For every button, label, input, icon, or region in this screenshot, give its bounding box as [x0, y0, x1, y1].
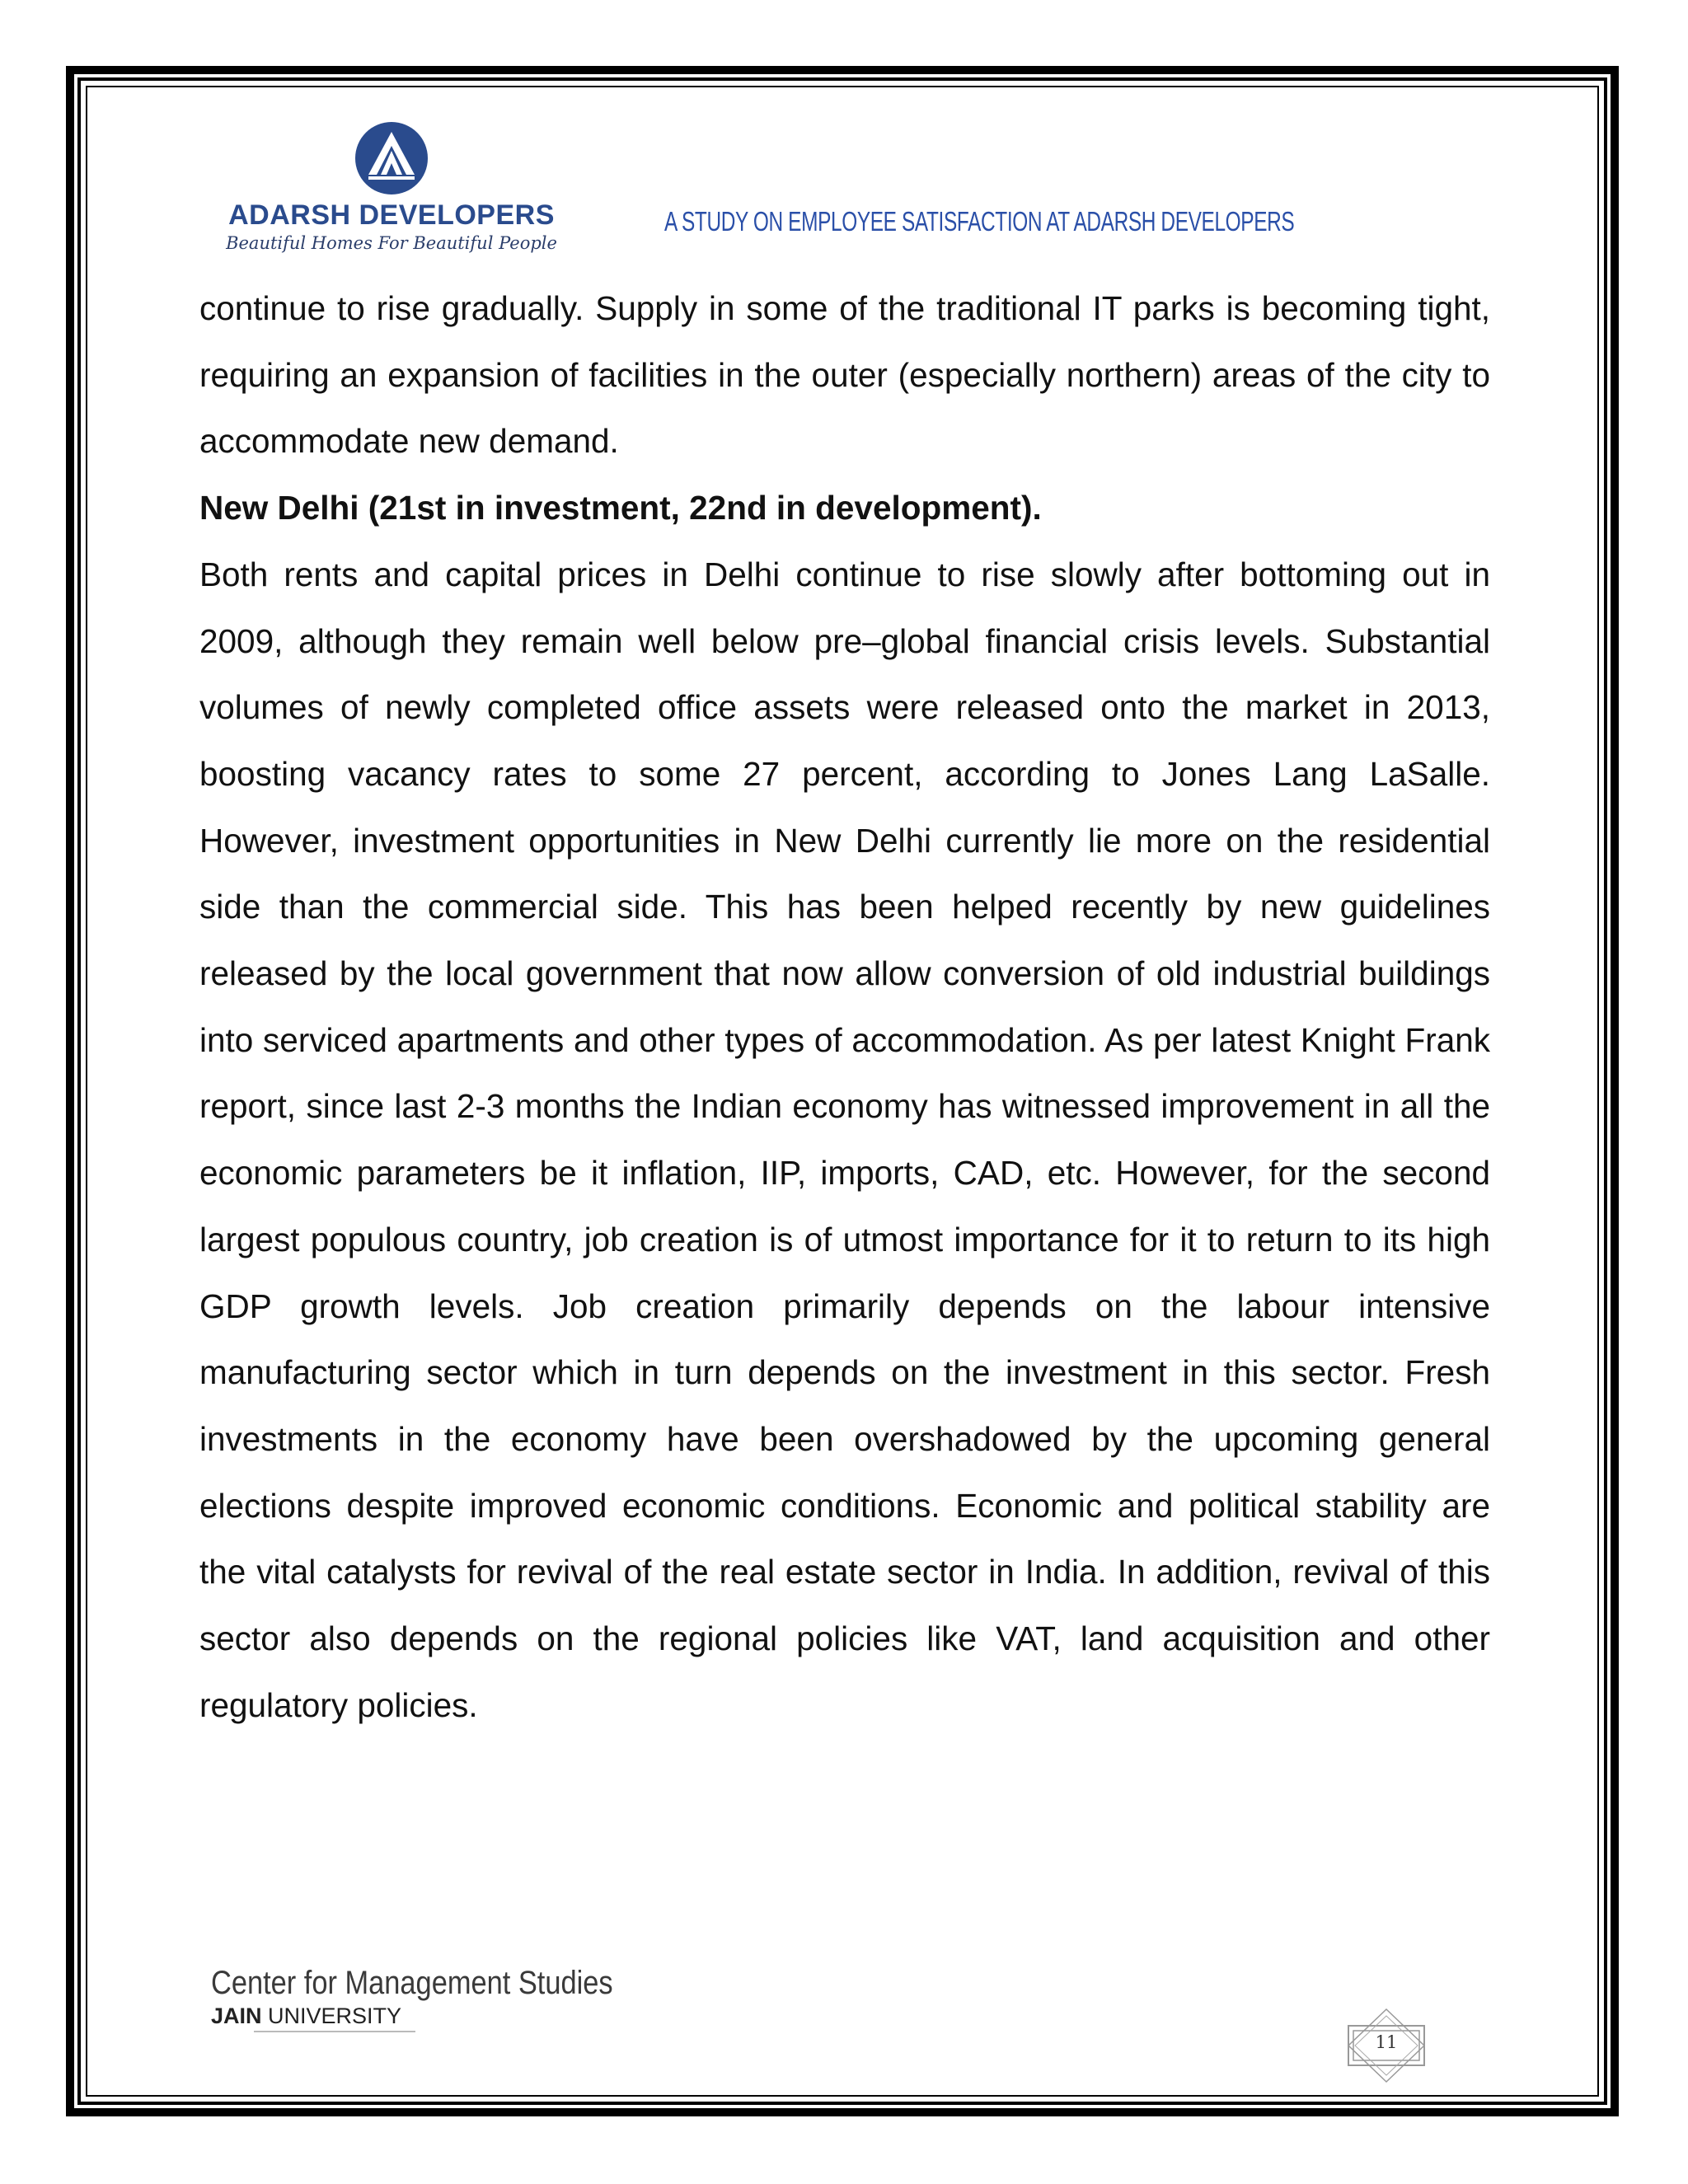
footer-institution [211, 1965, 678, 2036]
body-paragraph: continue to rise gradually. Supply in some of the traditional IT parks is becoming tight, requiring an expansion of facilities in the outer (especially northern) areas of the city to accommodate new demand. [199, 289, 1490, 461]
fineprint-decoration [254, 2029, 419, 2034]
body-paragraph: Both rents and capital prices in Delhi continue to rise slowly after bottoming out in 2009, although they remain well below pre–global financial crisis levels. Substantial volumes of newly completed office assets were released onto the market in 2013, boosting vacancy rates to some 27 percent, according to Jones Lang LaSalle. However, investment opportunities in New Delhi currently lie more on the residential side than the commercial side. This has been helped recently by new guidelines released by the local government that now allow conversion of old industrial buildings into serviced apartments and other types of accommodation. As per latest Knight Frank report, since last 2-3 months the Indian economy has witnessed improvement in all the economic parameters be it inflation, IIP, imports, CAD, etc. However, for the second largest populous country, job creation is of utmost importance for it to return to its high GDP growth levels. Job creation primarily depends on the labour intensive manufacturing sector which in turn depends on the investment in this sector. Fresh investments in the economy have been overshadowed by the upcoming general elections despite improved economic conditions. Economic and political stability are the vital catalysts for revival of the real estate sector in India. In addition, revival of this sector also depends on the regional policies like VAT, land acquisition and other regulatory policies. [199, 555, 1490, 1724]
footer-center-name: Center for Management Studies [211, 1965, 613, 2001]
page-content [199, 275, 1490, 1738]
university-name-bold: JAIN [211, 2004, 262, 2028]
section-heading: New Delhi (21st in investment, 22nd in development). [199, 489, 1042, 527]
adarsh-emblem-icon [354, 120, 429, 196]
footer-fineprint-line [254, 2029, 678, 2036]
page-number: 11 [1375, 2032, 1398, 2052]
university-name-rest: UNIVERSITY [261, 2004, 402, 2028]
logo-company-name: ADARSH DEVELOPERS [228, 199, 555, 231]
logo-tagline: Beautiful Homes For Beautiful People [226, 233, 557, 253]
company-logo [221, 120, 562, 253]
footer-university-name [211, 2004, 678, 2029]
document-title: A STUDY ON EMPLOYEE SATISFACTION AT ADARSH DEVELOPERS [664, 206, 1295, 237]
page-number-badge [1345, 2008, 1428, 2083]
